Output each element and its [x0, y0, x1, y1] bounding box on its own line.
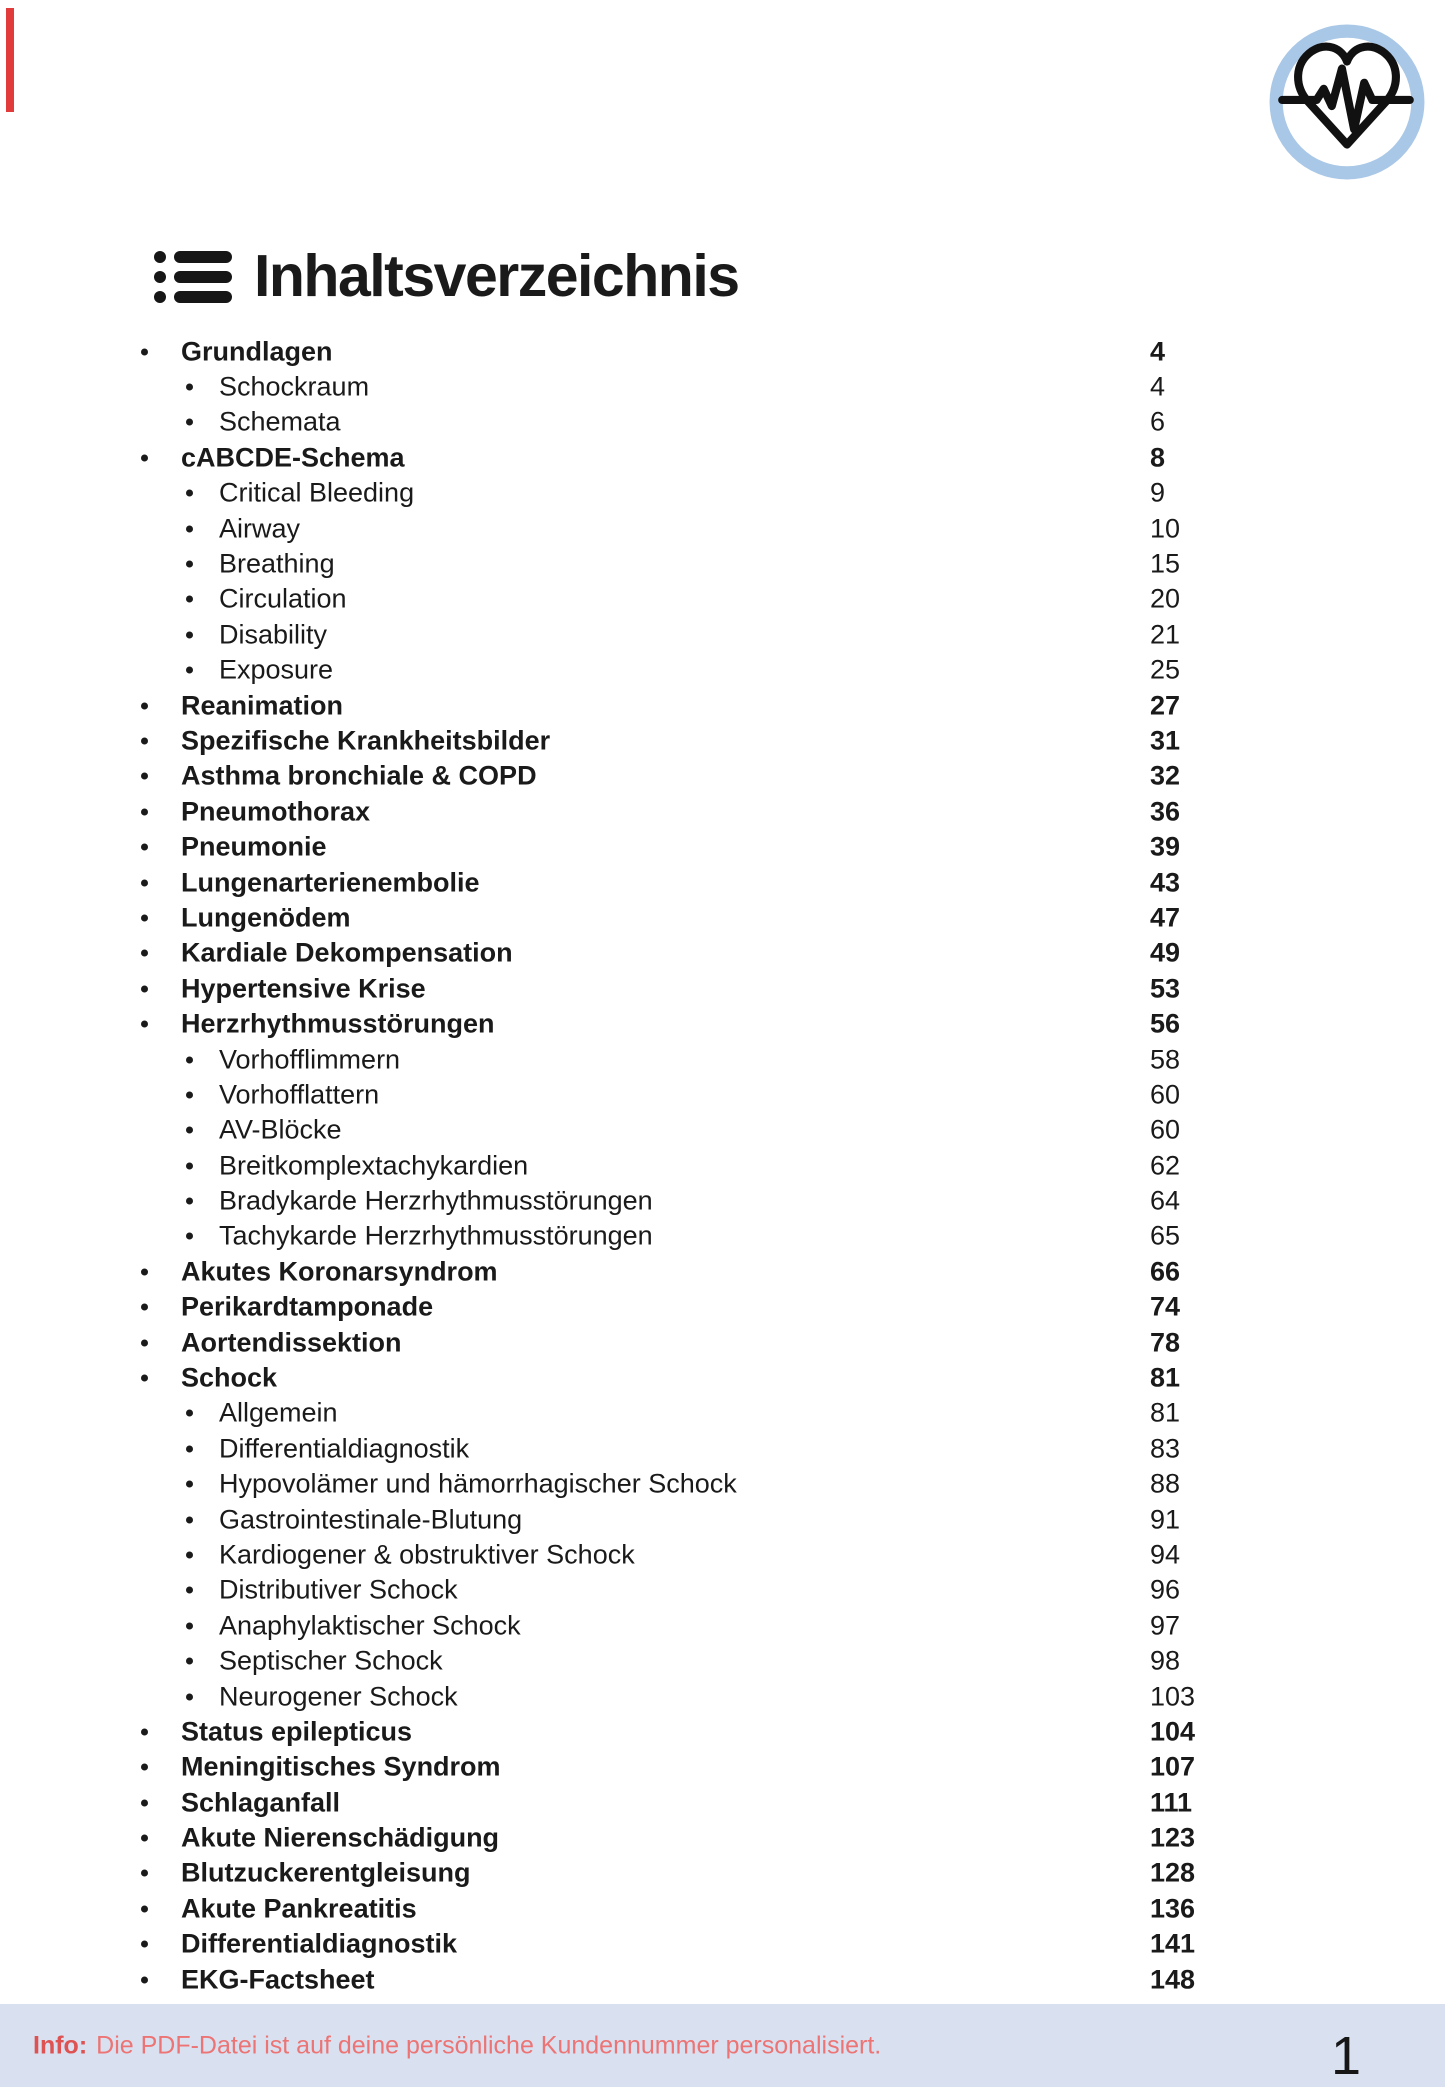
toc-item-page: 10	[1150, 512, 1181, 543]
bullet-dot-icon	[186, 490, 193, 497]
toc-item[interactable]	[0, 1643, 1445, 1678]
toc-item-label: Neurogener Schock	[219, 1680, 458, 1711]
bullet-dot-icon	[141, 1728, 148, 1735]
footer-bar	[0, 2004, 1445, 2087]
toc-item-page: 49	[1150, 937, 1181, 968]
toc-item-label: Akute Pankreatitis	[181, 1893, 417, 1924]
toc-item[interactable]	[0, 723, 1445, 758]
red-accent-bar	[6, 8, 14, 112]
footer-info-text: Die PDF-Datei ist auf deine persönliche Kundennummer personalisiert.	[96, 2031, 882, 2059]
toc-item-page: 98	[1150, 1645, 1181, 1676]
bullet-dot-icon	[141, 1304, 148, 1311]
toc-item[interactable]	[0, 900, 1445, 935]
bullet-dot-icon	[186, 1056, 193, 1063]
toc-item[interactable]	[0, 1113, 1445, 1148]
bullet-dot-icon	[186, 1091, 193, 1098]
toc-item-page: 60	[1150, 1114, 1181, 1145]
toc-item-page: 91	[1150, 1503, 1181, 1534]
toc-item-page: 81	[1150, 1397, 1181, 1428]
toc-item-label: Lungenödem	[181, 902, 351, 933]
toc-item-page: 94	[1150, 1539, 1181, 1570]
toc-item-page: 66	[1150, 1256, 1181, 1287]
toc-item-label: Meningitisches Syndrom	[181, 1751, 501, 1782]
toc-item[interactable]	[0, 1714, 1445, 1749]
toc-item-label: Breathing	[219, 548, 335, 579]
toc-item[interactable]	[0, 794, 1445, 829]
toc-item[interactable]	[0, 1290, 1445, 1325]
toc-item[interactable]	[0, 1077, 1445, 1112]
toc-item-label: Spezifische Krankheitsbilder	[181, 725, 551, 756]
toc-item[interactable]	[0, 1360, 1445, 1395]
toc-item[interactable]	[0, 1856, 1445, 1891]
toc-item-page: 6	[1150, 406, 1166, 437]
toc-item-page: 64	[1150, 1185, 1181, 1216]
toc-item-label: Anaphylaktischer Schock	[219, 1610, 521, 1641]
toc-item-page: 39	[1150, 831, 1181, 862]
toc-item-label: Schock	[181, 1362, 278, 1393]
toc-item-label: Circulation	[219, 583, 347, 614]
toc-item-label: Reanimation	[181, 689, 344, 720]
toc-item-label: Critical Bleeding	[219, 477, 415, 508]
toc-item-label: Gastrointestinale-Blutung	[219, 1503, 523, 1534]
toc-item-page: 128	[1150, 1857, 1196, 1888]
toc-item[interactable]	[0, 1750, 1445, 1785]
toc-item-label: Disability	[219, 619, 328, 650]
toc-item-page: 123	[1150, 1822, 1196, 1853]
bullet-dot-icon	[186, 596, 193, 603]
bullet-dot-icon	[141, 1835, 148, 1842]
toc-item-label: cABCDE-Schema	[181, 442, 405, 473]
toc-item-page: 107	[1150, 1751, 1196, 1782]
toc-item[interactable]	[0, 1006, 1445, 1041]
toc-item[interactable]	[0, 582, 1445, 617]
toc-item-page: 53	[1150, 973, 1181, 1004]
bullet-dot-icon	[186, 1587, 193, 1594]
toc-item-page: 4	[1150, 335, 1166, 366]
list-icon	[153, 248, 233, 306]
toc-item-label: Pneumothorax	[181, 796, 371, 827]
bullet-dot-icon	[186, 1127, 193, 1134]
footer-info-label: Info:	[33, 2031, 88, 2059]
toc-item-label: Septischer Schock	[219, 1645, 443, 1676]
footer-info	[33, 2031, 881, 2060]
toc-item-page: 36	[1150, 796, 1181, 827]
toc-item[interactable]	[0, 440, 1445, 475]
toc-item-page: 21	[1150, 619, 1181, 650]
toc-item-label: Allgemein	[219, 1397, 338, 1428]
toc-item-page: 65	[1150, 1220, 1181, 1251]
toc-item-page: 148	[1150, 1963, 1196, 1994]
toc-item-label: Tachykarde Herzrhythmusstörungen	[219, 1220, 653, 1251]
toc-item-label: Grundlagen	[181, 335, 333, 366]
bullet-dot-icon	[186, 1658, 193, 1665]
toc-item[interactable]	[0, 1219, 1445, 1254]
toc-item[interactable]	[0, 865, 1445, 900]
toc-item-label: Lungenarterienembolie	[181, 866, 480, 897]
toc-item[interactable]	[0, 546, 1445, 581]
bullet-dot-icon	[141, 914, 148, 921]
page-header	[153, 243, 739, 309]
toc-item-page: 31	[1150, 725, 1181, 756]
toc-item-page: 83	[1150, 1433, 1181, 1464]
bullet-dot-icon	[186, 1233, 193, 1240]
toc-item-page: 74	[1150, 1291, 1181, 1322]
toc-item[interactable]	[0, 829, 1445, 864]
bullet-dot-icon	[141, 737, 148, 744]
bullet-dot-icon	[141, 1870, 148, 1877]
toc-item[interactable]	[0, 1502, 1445, 1537]
toc-item[interactable]	[0, 971, 1445, 1006]
toc-item-label: Bradykarde Herzrhythmusstörungen	[219, 1185, 653, 1216]
toc-item-label: Blutzuckerentgleisung	[181, 1857, 471, 1888]
toc-item-page: 60	[1150, 1079, 1181, 1110]
toc-item-label: Pneumonie	[181, 831, 327, 862]
bullet-dot-icon	[141, 1799, 148, 1806]
toc-item-label: Asthma bronchiale & COPD	[181, 760, 537, 791]
toc-item[interactable]	[0, 476, 1445, 511]
toc-item-label: Distributiver Schock	[219, 1574, 458, 1605]
toc-item-label: Schlaganfall	[181, 1787, 341, 1817]
toc-item-page: 111	[1150, 1787, 1193, 1817]
page-title: Inhaltsverzeichnis	[254, 243, 739, 309]
bullet-dot-icon	[141, 348, 148, 355]
toc-item-page: 136	[1150, 1893, 1196, 1924]
toc-item-page: 27	[1150, 689, 1181, 720]
toc-item[interactable]	[0, 1148, 1445, 1183]
toc-item-page: 97	[1150, 1610, 1181, 1641]
toc-item-label: Perikardtamponade	[181, 1291, 434, 1322]
toc-item-label: Kardiale Dekompensation	[181, 937, 513, 968]
toc-item-page: 78	[1150, 1326, 1181, 1357]
bullet-dot-icon	[186, 1622, 193, 1629]
toc-item-page: 103	[1150, 1680, 1196, 1711]
toc-item-page: 141	[1150, 1928, 1196, 1959]
toc-item[interactable]	[0, 369, 1445, 404]
bullet-dot-icon	[186, 1410, 193, 1417]
bullet-dot-icon	[186, 667, 193, 674]
toc-list	[0, 334, 1445, 1997]
bullet-dot-icon	[186, 1693, 193, 1700]
bullet-dot-icon	[141, 1764, 148, 1771]
toc-item-label: Exposure	[219, 654, 334, 685]
bullet-dot-icon	[186, 1551, 193, 1558]
bullet-dot-icon	[141, 1268, 148, 1275]
bullet-dot-icon	[186, 1198, 193, 1205]
toc-item[interactable]	[0, 1537, 1445, 1572]
bullet-dot-icon	[141, 702, 148, 709]
toc-item-label: Status epilepticus	[181, 1716, 413, 1747]
toc-item-label: Herzrhythmusstörungen	[181, 1008, 495, 1039]
bullet-dot-icon	[141, 950, 148, 957]
toc-item-label: EKG-Factsheet	[181, 1963, 375, 1994]
bullet-dot-icon	[141, 1375, 148, 1382]
bullet-dot-icon	[141, 1941, 148, 1948]
toc-item-page: 15	[1150, 548, 1181, 579]
toc-item-page: 81	[1150, 1362, 1181, 1393]
toc-item-page: 8	[1150, 442, 1166, 473]
toc-item[interactable]	[0, 1431, 1445, 1466]
page-number: 1	[1330, 2026, 1361, 2086]
bullet-dot-icon	[141, 879, 148, 886]
toc-item-label: Vorhofflimmern	[219, 1043, 401, 1074]
toc-item[interactable]	[0, 1927, 1445, 1962]
toc-item-label: Hypertensive Krise	[181, 973, 426, 1004]
toc-item[interactable]	[0, 688, 1445, 723]
toc-item-label: Akutes Koronarsyndrom	[181, 1256, 498, 1287]
bullet-dot-icon	[141, 454, 148, 461]
toc-item[interactable]	[0, 1785, 1445, 1820]
toc-item-label: Aortendissektion	[181, 1326, 402, 1357]
toc-item[interactable]	[0, 1325, 1445, 1360]
bullet-dot-icon	[186, 561, 193, 568]
toc-item-page: 58	[1150, 1043, 1181, 1074]
toc-item-page: 104	[1150, 1716, 1196, 1747]
bullet-dot-icon	[186, 1162, 193, 1169]
toc-item-page: 32	[1150, 760, 1181, 791]
toc-item-label: Akute Nierenschädigung	[181, 1822, 500, 1853]
toc-item-page: 4	[1150, 371, 1166, 402]
toc-item[interactable]	[0, 1396, 1445, 1431]
toc-item-label: Schockraum	[219, 371, 370, 402]
bullet-dot-icon	[141, 1021, 148, 1028]
bullet-dot-icon	[186, 1445, 193, 1452]
bullet-dot-icon	[141, 985, 148, 992]
toc-item-page: 62	[1150, 1149, 1181, 1180]
toc-item-label: Schemata	[219, 406, 341, 437]
toc-item[interactable]	[0, 1891, 1445, 1926]
toc-item-page: 56	[1150, 1008, 1181, 1039]
bullet-dot-icon	[141, 773, 148, 780]
toc-item[interactable]	[0, 653, 1445, 688]
toc-item[interactable]	[0, 1820, 1445, 1855]
toc-item-label: Differentialdiagnostik	[219, 1433, 470, 1464]
bullet-dot-icon	[141, 1976, 148, 1983]
bullet-dot-icon	[186, 631, 193, 638]
toc-item-page: 47	[1150, 902, 1181, 933]
toc-item[interactable]	[0, 1962, 1445, 1997]
bullet-dot-icon	[186, 1481, 193, 1488]
toc-item[interactable]	[0, 1467, 1445, 1502]
toc-item[interactable]	[0, 1042, 1445, 1077]
toc-item[interactable]	[0, 511, 1445, 546]
bullet-dot-icon	[186, 1516, 193, 1523]
toc-item-label: Vorhofflattern	[219, 1079, 380, 1110]
toc-item-page: 96	[1150, 1574, 1181, 1605]
toc-item-page: 43	[1150, 866, 1181, 897]
toc-item-page: 20	[1150, 583, 1181, 614]
toc-item[interactable]	[0, 1183, 1445, 1218]
toc-item[interactable]	[0, 1679, 1445, 1714]
bullet-dot-icon	[141, 844, 148, 851]
bullet-dot-icon	[186, 384, 193, 391]
toc-item-label: Kardiogener & obstruktiver Schock	[219, 1539, 635, 1570]
toc-item-label: Differentialdiagnostik	[181, 1928, 458, 1959]
toc-item-label: AV-Blöcke	[219, 1114, 342, 1145]
toc-item[interactable]	[0, 334, 1445, 369]
toc-item[interactable]	[0, 617, 1445, 652]
toc-item-label: Airway	[219, 512, 301, 543]
heart-ecg-icon	[1266, 21, 1428, 183]
bullet-dot-icon	[186, 419, 193, 426]
bullet-dot-icon	[141, 1905, 148, 1912]
toc-item-page: 88	[1150, 1468, 1181, 1499]
toc-item-label: Hypovolämer und hämorrhagischer Schock	[219, 1468, 737, 1499]
toc-item[interactable]	[0, 936, 1445, 971]
bullet-dot-icon	[141, 808, 148, 815]
toc-item-page: 25	[1150, 654, 1181, 685]
toc-item[interactable]	[0, 1254, 1445, 1289]
toc-item-page: 9	[1150, 477, 1166, 508]
toc-item[interactable]	[0, 1573, 1445, 1608]
toc-item-label: Breitkomplextachykardien	[219, 1149, 529, 1180]
toc-item[interactable]	[0, 405, 1445, 440]
toc-item[interactable]	[0, 1608, 1445, 1643]
bullet-dot-icon	[186, 525, 193, 532]
bullet-dot-icon	[141, 1339, 148, 1346]
toc-item[interactable]	[0, 759, 1445, 794]
